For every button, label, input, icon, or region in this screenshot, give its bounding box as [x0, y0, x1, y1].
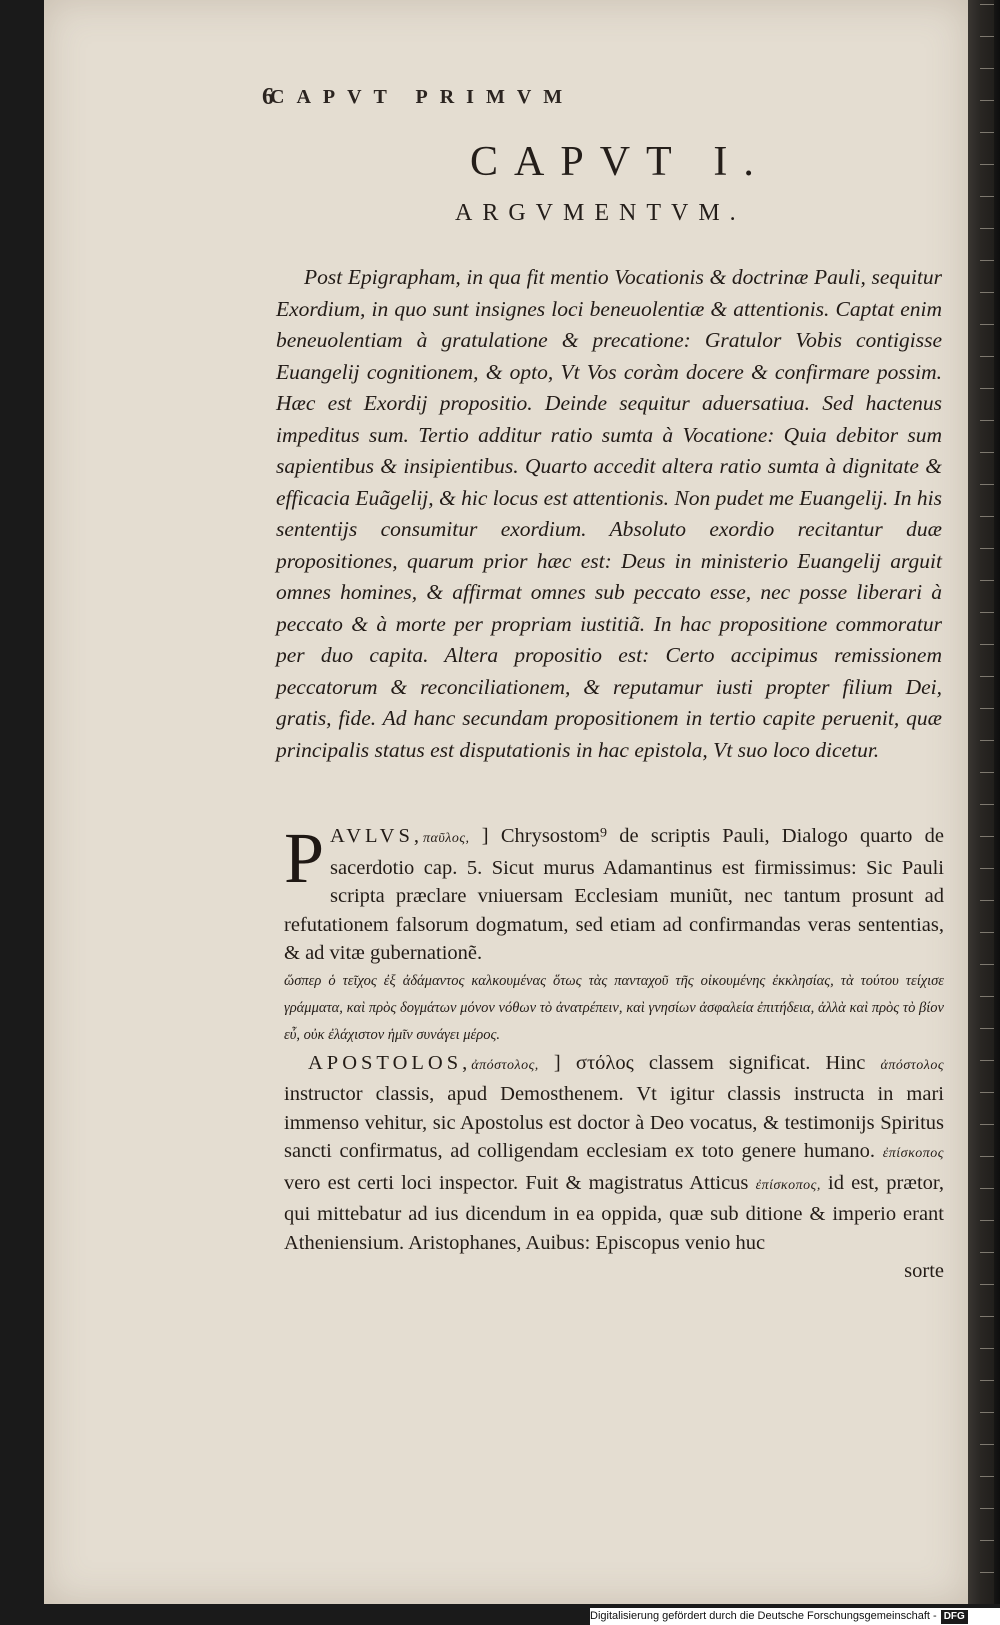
digitization-footer: [590, 1608, 1000, 1625]
argumentum-text: [276, 262, 942, 766]
commentary-text: instructor classis, apud Demosthenem. Vt igitur classis instructa in mari immenso vehitur, sic Apostolus est doctor à Deo vocatus, & testimonijs Spiritus sancti confirmatus, ad colligendam ecclesiam ex toto genere humano.: [284, 1083, 944, 1162]
argumentum-heading: ARGVMENTVM.: [455, 200, 746, 226]
commentary-text: id est, prætor, qui mittebatur ad ius dicendum in ea oppida, quæ sub ditione & imperio erant Atheniensium. Aristophanes, Auibus: Episcopus venio huc: [284, 1171, 945, 1254]
commentary: [284, 818, 945, 1286]
chapter-title: CAPVT I.: [470, 139, 770, 185]
commentary-text: ] Chrysostom⁹ de scriptis Pauli, Dialogo quarto de sacerdotio cap. 5. Sicut murus Adamantinus est firmissimus: Sic Pauli scripta præclare vniuersam Ecclesiam muniũt, nec tantum prosunt ad refutationem falsorum dogmatum, sed etiam ad confirmandas veras sententias, & ad vitæ gubernationẽ.: [284, 825, 945, 964]
greek-word: ἐπίσκοπος: [882, 1146, 944, 1161]
book-page: [44, 0, 968, 1604]
greek-word: ἐπίσκοπος,: [755, 1177, 821, 1193]
greek-quotation: ὥσπερ ὁ τεῖχος ἐξ ἀδάμαντος καλκουμένας ὅτως τὰς πανταχοῦ τῆς οἰκουμένης ἐκκλησίας, τὰ τούτου τείχισε γράμματα, καὶ πρὸς δογμάτων μόνον νόθων τὸ ἀνατρέπειν, καὶ γνησίων ἀσφαλεία ἐπιτήδεια, ἀλλὰ καὶ πρὸς τὸ βίον εὖ, οὐκ ἐλάχιστον ἡμῖν συνάγει μέρος.: [284, 972, 944, 1043]
dfg-logo: DFG: [941, 1610, 968, 1624]
commentary-paragraph-paulus: [284, 818, 945, 968]
commentary-text: vero est certi loci inspector. Fuit & magistratus Atticus: [284, 1171, 749, 1194]
book-gutter: [968, 0, 1000, 1604]
spine-edge: [980, 0, 994, 1604]
greek-word: ἀπόστολος: [880, 1057, 945, 1073]
running-head: CAPVT PRIMVM: [270, 86, 575, 108]
lemma-apostolos: APOSTOLOS,: [308, 1051, 472, 1074]
catchword: sorte: [904, 1260, 944, 1282]
argumentum-paragraph: Post Epigrapham, in qua fit mentio Vocationis & doctrinæ Pauli, sequitur Exordium, in quo sunt insignes loci beneuolentiæ & attentionis. Captat enim beneuolentiam à gratulatione & precatione: Gratulor Vobis contigisse Euangelij cognitionem, & opto, Vt Vos coràm docere & confirmare possim. Hæc est Exordij propositio. Deinde sequitur aduersatiua. Sed hactenus impeditus sum. Tertio additur ratio sumta à Vocatione: Quia debitor sum sapientibus & insipientibus. Quarto accedit altera ratio sumta à dignitate & efficacia Euãgelij, & hic locus est attentionis. Non pudet me Euangelij. In his sententijs consumitur exordium. Absoluto exordio recitantur duæ propositiones, quarum prior hæc est: Deus in ministerio Euangelij arguit omnes homines, & affirmat omnes sub peccato esse, nec posse liberari à peccato & à morte per propriam iustitiã. In hac propositione commoratur per duo capita. Altera propositio est: Certo accipimus remissionem peccatorum & reconciliationem, & reputamur iusti propter filium Dei, gratis, fide. Ad hanc secundam propositionem in tertio capite peruenit, quæ principalis status est disputationis in hac epistola, Vt suo loco dicetur.: [276, 265, 942, 762]
greek-lemma: ἀπόστολος,: [471, 1057, 539, 1073]
commentary-paragraph-apostolos: [284, 1049, 944, 1258]
commentary-text: ] στόλος classem significat. Hinc: [553, 1051, 866, 1074]
drop-cap: P: [284, 818, 325, 898]
footer-text: Digitalisierung gefördert durch die Deutsche Forschungsgemeinschaft -: [590, 1610, 937, 1622]
page-number: 6: [262, 84, 274, 110]
lemma-paulus: AVLVS,: [330, 825, 423, 847]
greek-lemma: παῦλος,: [422, 831, 470, 846]
